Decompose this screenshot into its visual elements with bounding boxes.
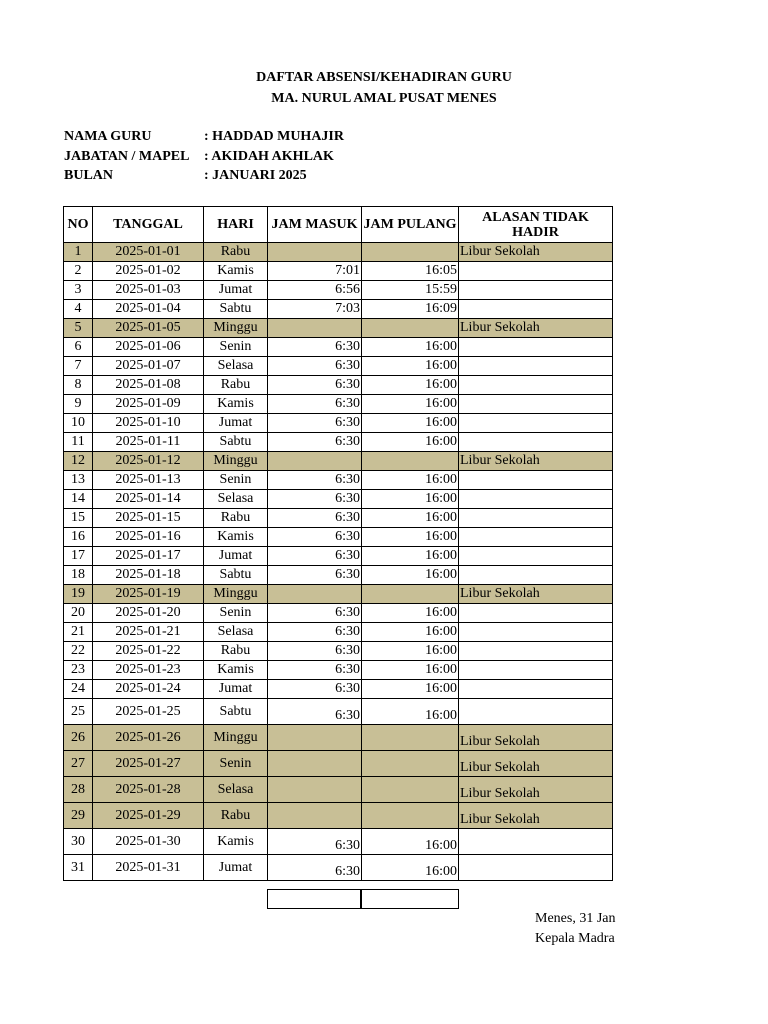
table-row (64, 243, 613, 262)
cell-hari: Minggu (204, 725, 268, 751)
cell-alasan (459, 623, 613, 642)
cell-no: 11 (64, 433, 93, 452)
table-row (64, 319, 613, 338)
table-row (64, 680, 613, 699)
cell-no: 16 (64, 528, 93, 547)
cell-no: 30 (64, 829, 93, 855)
cell-no: 25 (64, 699, 93, 725)
cell-no: 1 (64, 243, 93, 262)
cell-jam-pulang: 16:00 (362, 566, 459, 585)
cell-jam-pulang: 16:00 (362, 395, 459, 414)
table-row (64, 725, 613, 751)
cell-no: 2 (64, 262, 93, 281)
cell-no: 19 (64, 585, 93, 604)
cell-jam-masuk (268, 585, 362, 604)
cell-tanggal: 2025-01-16 (93, 528, 204, 547)
cell-jam-masuk: 6:30 (268, 338, 362, 357)
cell-jam-masuk: 6:30 (268, 642, 362, 661)
table-row (64, 433, 613, 452)
cell-alasan: Libur Sekolah (459, 452, 613, 471)
table-row (64, 699, 613, 725)
cell-jam-masuk: 7:03 (268, 300, 362, 319)
cell-tanggal: 2025-01-21 (93, 623, 204, 642)
cell-tanggal: 2025-01-19 (93, 585, 204, 604)
cell-alasan: Libur Sekolah (459, 585, 613, 604)
cell-alasan (459, 642, 613, 661)
cell-jam-pulang: 16:00 (362, 338, 459, 357)
cell-hari: Sabtu (204, 699, 268, 725)
table-row (64, 471, 613, 490)
cell-tanggal: 2025-01-23 (93, 661, 204, 680)
cell-hari: Jumat (204, 281, 268, 300)
cell-jam-pulang: 16:00 (362, 680, 459, 699)
cell-jam-pulang (362, 243, 459, 262)
cell-tanggal: 2025-01-02 (93, 262, 204, 281)
cell-alasan: Libur Sekolah (459, 777, 613, 803)
cell-tanggal: 2025-01-15 (93, 509, 204, 528)
blank-cell-jam-masuk (267, 889, 362, 909)
cell-hari: Minggu (204, 319, 268, 338)
cell-jam-pulang: 16:00 (362, 509, 459, 528)
cell-hari: Jumat (204, 547, 268, 566)
cell-hari: Kamis (204, 528, 268, 547)
cell-jam-masuk: 6:30 (268, 395, 362, 414)
cell-jam-masuk: 6:30 (268, 490, 362, 509)
cell-hari: Senin (204, 751, 268, 777)
cell-no: 26 (64, 725, 93, 751)
cell-hari: Sabtu (204, 433, 268, 452)
cell-jam-pulang (362, 751, 459, 777)
cell-alasan (459, 509, 613, 528)
cell-no: 9 (64, 395, 93, 414)
cell-hari: Jumat (204, 680, 268, 699)
table-row (64, 338, 613, 357)
table-row (64, 751, 613, 777)
cell-jam-masuk: 6:30 (268, 509, 362, 528)
cell-tanggal: 2025-01-25 (93, 699, 204, 725)
cell-tanggal: 2025-01-17 (93, 547, 204, 566)
cell-no: 27 (64, 751, 93, 777)
cell-jam-masuk: 6:30 (268, 855, 362, 881)
cell-alasan (459, 566, 613, 585)
cell-jam-masuk (268, 803, 362, 829)
cell-jam-masuk (268, 319, 362, 338)
table-row (64, 395, 613, 414)
cell-alasan (459, 471, 613, 490)
table-row (64, 528, 613, 547)
table-header-row (64, 207, 613, 243)
table-body (64, 243, 613, 881)
cell-hari: Rabu (204, 642, 268, 661)
cell-tanggal: 2025-01-12 (93, 452, 204, 471)
cell-jam-masuk: 6:30 (268, 680, 362, 699)
cell-alasan (459, 338, 613, 357)
cell-tanggal: 2025-01-08 (93, 376, 204, 395)
cell-no: 13 (64, 471, 93, 490)
cell-jam-masuk: 6:56 (268, 281, 362, 300)
cell-jam-pulang: 16:00 (362, 547, 459, 566)
cell-alasan: Libur Sekolah (459, 751, 613, 777)
cell-jam-masuk: 6:30 (268, 433, 362, 452)
cell-alasan (459, 262, 613, 281)
cell-alasan (459, 699, 613, 725)
cell-jam-pulang: 16:00 (362, 357, 459, 376)
nama-guru-label: NAMA GURU (64, 129, 152, 144)
cell-jam-masuk: 6:30 (268, 661, 362, 680)
cell-jam-masuk: 6:30 (268, 566, 362, 585)
cell-tanggal: 2025-01-24 (93, 680, 204, 699)
cell-hari: Sabtu (204, 566, 268, 585)
nama-guru-value: : HADDAD MUHAJIR (204, 129, 344, 144)
jabatan-value: : AKIDAH AKHLAK (204, 149, 334, 164)
attendance-table (63, 206, 613, 881)
bulan-label: BULAN (64, 168, 114, 183)
cell-jam-pulang (362, 452, 459, 471)
header-jam-pulang: JAM PULANG (362, 207, 459, 243)
cell-alasan (459, 604, 613, 623)
cell-jam-masuk (268, 777, 362, 803)
blank-summary-cells (267, 889, 459, 908)
cell-jam-pulang: 16:05 (362, 262, 459, 281)
cell-no: 6 (64, 338, 93, 357)
table-row (64, 855, 613, 881)
table-row (64, 585, 613, 604)
cell-jam-pulang (362, 585, 459, 604)
table-row (64, 829, 613, 855)
cell-no: 12 (64, 452, 93, 471)
cell-alasan (459, 414, 613, 433)
cell-tanggal: 2025-01-03 (93, 281, 204, 300)
table-row (64, 547, 613, 566)
bulan-value: : JANUARI 2025 (204, 168, 307, 183)
cell-tanggal: 2025-01-22 (93, 642, 204, 661)
cell-jam-pulang: 16:00 (362, 699, 459, 725)
cell-hari: Selasa (204, 777, 268, 803)
table-row (64, 281, 613, 300)
cell-jam-masuk (268, 243, 362, 262)
cell-no: 28 (64, 777, 93, 803)
cell-hari: Rabu (204, 803, 268, 829)
cell-alasan (459, 829, 613, 855)
cell-jam-pulang: 16:00 (362, 376, 459, 395)
cell-hari: Selasa (204, 490, 268, 509)
cell-tanggal: 2025-01-29 (93, 803, 204, 829)
cell-jam-pulang: 16:00 (362, 414, 459, 433)
cell-tanggal: 2025-01-30 (93, 829, 204, 855)
cell-tanggal: 2025-01-11 (93, 433, 204, 452)
cell-no: 8 (64, 376, 93, 395)
cell-tanggal: 2025-01-01 (93, 243, 204, 262)
cell-alasan: Libur Sekolah (459, 243, 613, 262)
jabatan-label: JABATAN / MAPEL (64, 149, 190, 164)
cell-jam-pulang: 16:00 (362, 829, 459, 855)
cell-hari: Kamis (204, 262, 268, 281)
cell-hari: Senin (204, 471, 268, 490)
cell-hari: Senin (204, 338, 268, 357)
cell-no: 15 (64, 509, 93, 528)
cell-no: 10 (64, 414, 93, 433)
table-row (64, 623, 613, 642)
table-row (64, 300, 613, 319)
cell-no: 4 (64, 300, 93, 319)
cell-hari: Kamis (204, 829, 268, 855)
footer-place-date: Menes, 31 Jan (535, 911, 616, 926)
cell-jam-pulang: 16:09 (362, 300, 459, 319)
cell-hari: Jumat (204, 855, 268, 881)
cell-jam-masuk: 6:30 (268, 623, 362, 642)
cell-tanggal: 2025-01-20 (93, 604, 204, 623)
cell-no: 14 (64, 490, 93, 509)
cell-jam-pulang: 16:00 (362, 661, 459, 680)
cell-alasan (459, 855, 613, 881)
cell-hari: Rabu (204, 509, 268, 528)
cell-hari: Rabu (204, 243, 268, 262)
table-row (64, 357, 613, 376)
cell-alasan (459, 661, 613, 680)
cell-jam-masuk (268, 725, 362, 751)
table-row (64, 661, 613, 680)
cell-alasan: Libur Sekolah (459, 319, 613, 338)
cell-no: 5 (64, 319, 93, 338)
header-alasan: ALASAN TIDAK HADIR (459, 207, 613, 243)
cell-no: 21 (64, 623, 93, 642)
table-row (64, 262, 613, 281)
cell-no: 7 (64, 357, 93, 376)
cell-hari: Rabu (204, 376, 268, 395)
cell-tanggal: 2025-01-05 (93, 319, 204, 338)
cell-tanggal: 2025-01-26 (93, 725, 204, 751)
cell-jam-pulang (362, 803, 459, 829)
cell-jam-pulang: 16:00 (362, 528, 459, 547)
cell-hari: Jumat (204, 414, 268, 433)
cell-hari: Selasa (204, 623, 268, 642)
cell-jam-pulang: 16:00 (362, 642, 459, 661)
cell-alasan: Libur Sekolah (459, 725, 613, 751)
cell-jam-masuk (268, 452, 362, 471)
header-hari: HARI (204, 207, 268, 243)
cell-jam-masuk (268, 751, 362, 777)
cell-hari: Minggu (204, 585, 268, 604)
cell-tanggal: 2025-01-31 (93, 855, 204, 881)
document-title-line1: DAFTAR ABSENSI/KEHADIRAN GURU (256, 70, 512, 85)
footer-signatory: Kepala Madra (535, 931, 615, 946)
cell-alasan (459, 281, 613, 300)
cell-tanggal: 2025-01-27 (93, 751, 204, 777)
cell-tanggal: 2025-01-07 (93, 357, 204, 376)
cell-jam-pulang (362, 319, 459, 338)
cell-tanggal: 2025-01-04 (93, 300, 204, 319)
cell-hari: Kamis (204, 395, 268, 414)
cell-no: 17 (64, 547, 93, 566)
cell-alasan (459, 376, 613, 395)
cell-no: 20 (64, 604, 93, 623)
cell-jam-pulang: 16:00 (362, 855, 459, 881)
cell-jam-masuk: 6:30 (268, 699, 362, 725)
cell-jam-pulang: 16:00 (362, 623, 459, 642)
cell-alasan (459, 357, 613, 376)
cell-alasan (459, 433, 613, 452)
cell-jam-pulang: 16:00 (362, 433, 459, 452)
document-title-line2: MA. NURUL AMAL PUSAT MENES (271, 91, 497, 106)
cell-no: 22 (64, 642, 93, 661)
table-row (64, 452, 613, 471)
cell-jam-masuk: 6:30 (268, 376, 362, 395)
table-row (64, 566, 613, 585)
cell-jam-masuk: 6:30 (268, 547, 362, 566)
cell-tanggal: 2025-01-06 (93, 338, 204, 357)
cell-jam-pulang (362, 777, 459, 803)
cell-jam-pulang: 15:59 (362, 281, 459, 300)
cell-hari: Minggu (204, 452, 268, 471)
table-row (64, 414, 613, 433)
cell-jam-masuk: 6:30 (268, 528, 362, 547)
cell-jam-masuk: 6:30 (268, 604, 362, 623)
cell-alasan (459, 300, 613, 319)
cell-jam-pulang: 16:00 (362, 604, 459, 623)
cell-alasan (459, 680, 613, 699)
cell-tanggal: 2025-01-10 (93, 414, 204, 433)
table-row (64, 777, 613, 803)
cell-hari: Kamis (204, 661, 268, 680)
cell-jam-masuk: 7:01 (268, 262, 362, 281)
cell-tanggal: 2025-01-13 (93, 471, 204, 490)
cell-no: 18 (64, 566, 93, 585)
cell-no: 23 (64, 661, 93, 680)
cell-hari: Senin (204, 604, 268, 623)
cell-jam-masuk: 6:30 (268, 471, 362, 490)
cell-alasan: Libur Sekolah (459, 803, 613, 829)
cell-tanggal: 2025-01-28 (93, 777, 204, 803)
cell-tanggal: 2025-01-14 (93, 490, 204, 509)
cell-no: 24 (64, 680, 93, 699)
cell-tanggal: 2025-01-18 (93, 566, 204, 585)
cell-alasan (459, 490, 613, 509)
cell-jam-pulang: 16:00 (362, 490, 459, 509)
table-row (64, 604, 613, 623)
cell-jam-masuk: 6:30 (268, 414, 362, 433)
cell-no: 29 (64, 803, 93, 829)
table-row (64, 490, 613, 509)
cell-no: 31 (64, 855, 93, 881)
table-row (64, 376, 613, 395)
table-row (64, 803, 613, 829)
table-row (64, 642, 613, 661)
header-tanggal: TANGGAL (93, 207, 204, 243)
cell-alasan (459, 395, 613, 414)
blank-cell-jam-pulang (360, 889, 459, 909)
table-row (64, 509, 613, 528)
cell-jam-masuk: 6:30 (268, 829, 362, 855)
cell-jam-masuk: 6:30 (268, 357, 362, 376)
cell-jam-pulang (362, 725, 459, 751)
cell-hari: Sabtu (204, 300, 268, 319)
cell-tanggal: 2025-01-09 (93, 395, 204, 414)
cell-no: 3 (64, 281, 93, 300)
cell-alasan (459, 528, 613, 547)
header-jam-masuk: JAM MASUK (268, 207, 362, 243)
cell-hari: Selasa (204, 357, 268, 376)
cell-alasan (459, 547, 613, 566)
cell-jam-pulang: 16:00 (362, 471, 459, 490)
header-no: NO (64, 207, 93, 243)
